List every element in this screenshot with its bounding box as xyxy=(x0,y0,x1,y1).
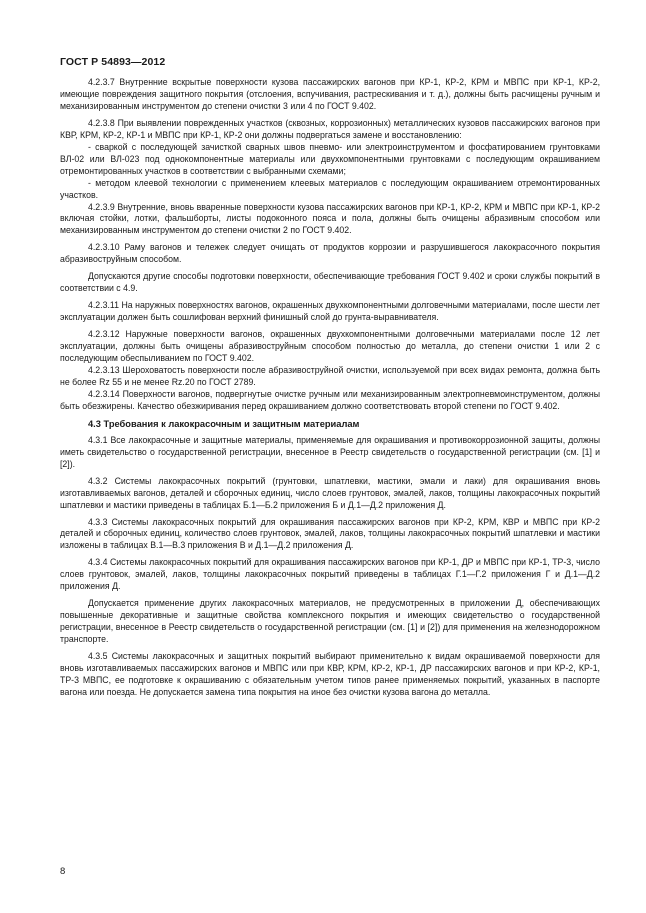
document-header: ГОСТ Р 54893—2012 xyxy=(60,56,166,68)
paragraph-4-2-3-9: 4.2.3.9 Внутренние, вновь вваренные поверхности кузова пассажирских вагонов при КР-1, КР-2, КРМ и МВПС при КР-1, КР-2 включая стойки, лотки, фальшборты, листы подоконного пояса и пола, должны быть очищены абразивным способом или механизированным инструментом до степени очистки 2 по ГОСТ 9.402. xyxy=(60,201,600,236)
paragraph-4-3-5: 4.3.5 Системы лакокрасочных и защитных покрытий выбирают применительно к видам окрашиваемой поверхности для вновь изготавливаемых пассажирских вагонов и МВПС или при КВР, КРМ, КР-2, КР-1, ДР пассажирских вагонов и при КР-2, КР-1, ТР-3 МВПС, ее подготовке к окрашиванию с обязательным учетом типов ранее применяемых покрытий, указанных в паспорте вагона или поезда. Не допускается замена типа покрытия на иное без очистки кузова вагона до металла. xyxy=(60,651,600,697)
paragraph-4-2-3-8: 4.2.3.8 При выявлении поврежденных участков (сквозных, коррозионных) металлических кузовов пассажирских вагонов при КВР, КРМ, КР-2, КР-1 и МВПС при КР-1, КР-2 они должны подвергаться замене и восстановлению: xyxy=(60,117,600,140)
paragraph-4-3-2: 4.3.2 Системы лакокрасочных покрытий (грунтовки, шпатлевки, мастики, эмали и лаки) для окрашивания вновь изготавливаемых вагонов, деталей и сборочных единиц, число слоев грунтовок, эмалей, лаков, толщины лакокрасочных покрытий шпатлевки и мастики приведены в таблицах Б.1—Б.2 приложения Б и Д.1—Д.2 приложения Д. xyxy=(60,475,600,510)
paragraph-other-materials: Допускается применение других лакокрасочных материалов, не предусмотренных в приложении Д, обеспечивающих повышенные декоративные и защитные свойства комплексного покрытия и имеющих свидетельство о государственной регистрации, внесенное в Реестр свидетельств о государственной регистрации (см. [1] и [2]) для применения на железнодорожном транспорте. xyxy=(60,598,600,645)
paragraph-4-3-1: 4.3.1 Все лакокрасочные и защитные материалы, применяемые для окрашивания и противокоррозионной защиты, должны иметь свидетельство о государственной регистрации, внесенное в Реестр свидетельств о государственной регистрации (см. [1] и [2]). xyxy=(60,434,600,469)
paragraph-4-2-3-12: 4.2.3.12 Наружные поверхности вагонов, окрашенных двухкомпонентными долговечными материалами после 12 лет эксплуатации, должны быть очищены абразивоструйным способом полностью до металла, до степени очистки 1 или 2 с последующим обеспыливанием по ГОСТ 9.402. xyxy=(60,329,600,364)
paragraph-4-2-3-7: 4.2.3.7 Внутренние вскрытые поверхности кузова пассажирских вагонов при КР-1, КР-2, КРМ и МВПС при КР-1, КР-2, имеющие повреждения защитного покрытия (отслоения, вспучивания, растрескивания и т. д.), должны быть расчищены ручным и механизированным инструментом до степени очистки 3 или 4 по ГОСТ 9.402. xyxy=(60,77,600,111)
paragraph-4-2-3-10: 4.2.3.10 Раму вагонов и тележек следует очищать от продуктов коррозии и разрушившегося лакокрасочного покрытия абразивоструйным способом. xyxy=(60,242,600,265)
section-heading-4-3: 4.3 Требования к лакокрасочным и защитным материалам xyxy=(88,418,360,429)
page-number: 8 xyxy=(60,866,66,877)
list-item-welding: - сваркой с последующей зачисткой сварных швов пневмо- или электроинструментом и фосфатированием грунтовками ВЛ-02 или ВЛ-023 под однокомпонентные материалы или двухкомпонентными грунтовками с последующим окрашиванием отремонтированных участков в соответствии с выбранными схемами; xyxy=(60,141,600,176)
paragraph-4-2-3-14: 4.2.3.14 Поверхности вагонов, подвергнутые очистке ручным или механизированным электропневмоинструментом, должны быть обезжирены. Качество обезжиривания перед окрашиванием должно соответствовать второй степени по ГОСТ 9.402. xyxy=(60,388,600,411)
paragraph-4-3-3: 4.3.3 Системы лакокрасочных покрытий для окрашивания пассажирских вагонов при КР-2, КРМ, КВР и МВПС при КР-2 деталей и сборочных единиц, количество слоев грунтовок, эмалей, лаков, толщины лакокрасочных покрытий шпатлевки и мастики изложены в таблицах В.1—В.3 приложения В и Д.1—Д.2 приложения Д. xyxy=(60,516,600,551)
paragraph-4-2-3-13: 4.2.3.13 Шероховатость поверхности после абразивоструйной очистки, используемой при всех видах ремонта, должна быть не более Rz 55 и не менее Rz.20 по ГОСТ 2789. xyxy=(60,364,600,387)
paragraph-alternatives: Допускаются другие способы подготовки поверхности, обеспечивающие требования ГОСТ 9.402 и сроки службы покрытий в соответствии с 4.9. xyxy=(60,271,600,294)
paragraph-4-2-3-11: 4.2.3.11 На наружных поверхностях вагонов, окрашенных двухкомпонентными долговечными материалами, после шести лет эксплуатации должен быть сошлифован верхний финишный слой до грунта-выравнивателя. xyxy=(60,300,600,323)
paragraph-4-3-4: 4.3.4 Системы лакокрасочных покрытий для окрашивания пассажирских вагонов при КР-1, ДР и МВПС при КР-1, ТР-3, число слоев грунтовок, эмалей, лаков, толщины лакокрасочных покрытий приведены в таблицах Г.1—Г.2 приложения Г и Д.1—Д.2 приложения Д. xyxy=(60,557,600,592)
list-item-adhesive: - методом клеевой технологии с применением клеевых материалов с последующим окрашиванием отремонтированных участков. xyxy=(60,177,600,200)
document-body xyxy=(60,77,600,699)
